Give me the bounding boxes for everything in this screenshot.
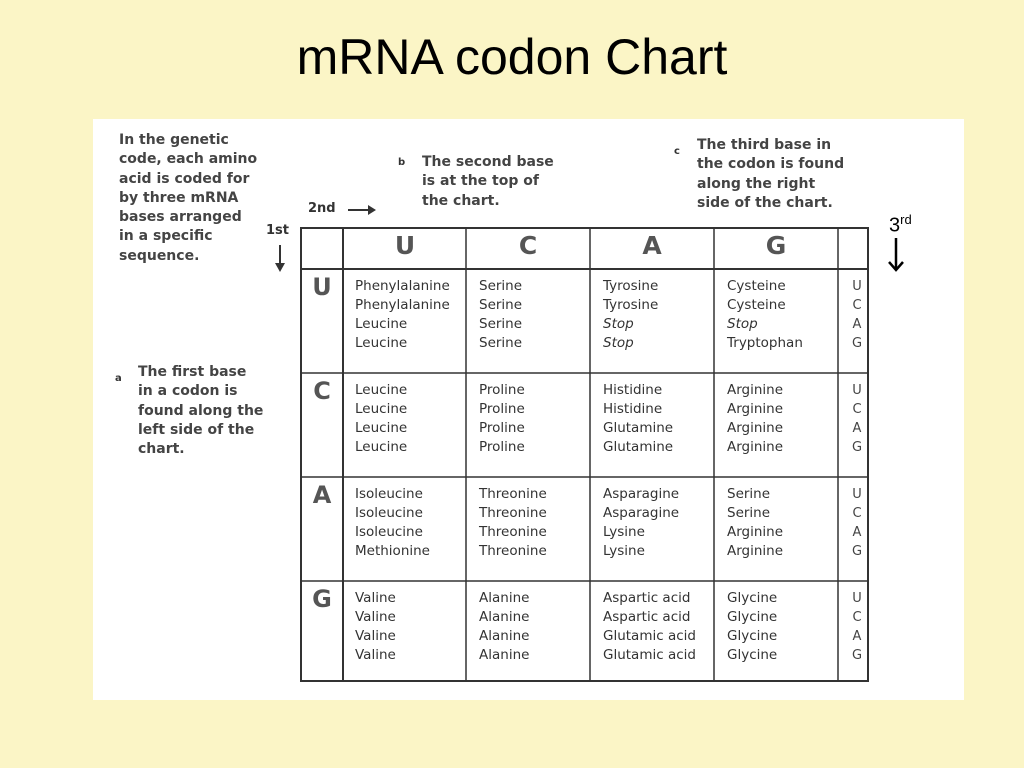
third-base-column-c — [839, 381, 875, 457]
third-base-arrow-icon — [886, 236, 906, 274]
amino-acid: Proline — [479, 420, 525, 436]
amino-acid: Asparagine — [603, 486, 680, 502]
amino-acid: Glycine — [727, 609, 778, 625]
first-base-u: U — [312, 273, 332, 301]
amino-acid: Proline — [479, 439, 525, 455]
codon-chart-figure — [93, 119, 964, 700]
note-c-line: the codon is found — [697, 156, 845, 173]
note-c-line: along the right — [697, 175, 816, 192]
note-a-letter: a — [115, 373, 122, 384]
intro-line: In the genetic — [119, 132, 229, 148]
amino-acid: Glutamic acid — [603, 647, 696, 663]
amino-acid: Arginine — [727, 420, 784, 436]
intro-line: sequence. — [119, 247, 200, 264]
amino-acid: Threonine — [479, 505, 547, 521]
amino-acid: Glycine — [727, 590, 778, 606]
amino-acid: Valine — [355, 628, 396, 644]
second-base-c: C — [518, 231, 538, 260]
codon-cell-ga — [603, 589, 696, 665]
first-base-label: 1st — [266, 223, 289, 238]
first-base-arrow-icon — [273, 244, 287, 274]
second-base-arrow-icon — [347, 203, 377, 217]
codon-cell-cu — [355, 381, 407, 457]
third-base: G — [851, 648, 863, 663]
page-title: mRNA codon Chart — [296, 29, 728, 85]
codon-cell-ac — [479, 485, 547, 561]
first-base-g: G — [312, 585, 332, 613]
codon-cell-cc — [479, 381, 525, 457]
intro-line: by three mRNA — [119, 189, 239, 206]
third-base: C — [852, 506, 862, 521]
codon-cell-aa — [603, 485, 679, 561]
note-b-line: The second base — [422, 154, 554, 170]
amino-acid: Histidine — [603, 401, 663, 417]
codon-grid — [300, 227, 870, 683]
amino-acid: Serine — [479, 278, 523, 294]
codon-cell-ca — [603, 381, 673, 457]
note-a-line: chart. — [138, 441, 185, 458]
amino-acid: Glycine — [727, 647, 778, 663]
codon-cell-cg — [727, 381, 783, 457]
intro-line: acid is coded for — [119, 170, 250, 187]
amino-acid: Glutamine — [603, 420, 674, 436]
amino-acid: Threonine — [479, 486, 547, 502]
amino-acid: Valine — [355, 590, 396, 606]
amino-acid: Isoleucine — [355, 486, 423, 502]
codon-cell-gc — [479, 589, 529, 665]
amino-acid: Methionine — [355, 543, 430, 559]
amino-acid: Tyrosine — [603, 278, 659, 294]
third-base: A — [852, 317, 862, 332]
amino-acid: Phenylalanine — [355, 297, 450, 313]
amino-acid: Valine — [355, 647, 396, 663]
third-base-note — [697, 136, 844, 213]
third-base: U — [852, 591, 862, 606]
amino-acid: Lysine — [603, 524, 645, 540]
amino-acid: Histidine — [603, 382, 663, 398]
codon-cell-ug — [727, 277, 803, 353]
amino-acid: Proline — [479, 401, 525, 417]
note-b-letter: b — [398, 157, 406, 168]
codon-cell-gg — [727, 589, 777, 665]
amino-acid: Stop — [603, 316, 634, 332]
amino-acid: Serine — [727, 486, 771, 502]
amino-acid: Alanine — [479, 609, 530, 625]
third-base: C — [852, 298, 862, 313]
second-base-u: U — [394, 231, 416, 260]
amino-acid: Glycine — [727, 628, 778, 644]
amino-acid: Stop — [603, 335, 634, 351]
intro-line: bases arranged — [119, 209, 242, 226]
amino-acid: Leucine — [355, 335, 408, 351]
amino-acid: Serine — [479, 335, 523, 351]
second-base-g: G — [765, 231, 787, 260]
amino-acid: Lysine — [603, 543, 645, 559]
note-a-line: left side of the — [138, 421, 255, 438]
codon-cell-uc — [479, 277, 522, 353]
amino-acid: Leucine — [355, 382, 408, 398]
third-base: U — [852, 383, 862, 398]
amino-acid: Threonine — [479, 543, 547, 559]
amino-acid: Stop — [727, 316, 758, 332]
amino-acid: Tryptophan — [727, 335, 803, 351]
third-base: U — [852, 279, 862, 294]
note-c-line: The third base in — [697, 137, 832, 153]
codon-cell-gu — [355, 589, 396, 665]
intro-line: code, each amino — [119, 151, 258, 168]
third-base: G — [851, 440, 863, 455]
intro-note — [119, 131, 257, 266]
amino-acid: Proline — [479, 382, 525, 398]
second-base-note — [422, 153, 554, 211]
amino-acid: Asparagine — [603, 505, 680, 521]
third-base: A — [852, 525, 862, 540]
amino-acid: Cysteine — [727, 278, 786, 294]
note-c-line: side of the chart. — [697, 194, 833, 211]
note-b-line: the chart. — [422, 192, 500, 209]
amino-acid: Tyrosine — [603, 297, 659, 313]
amino-acid: Phenylalanine — [355, 278, 450, 294]
amino-acid: Alanine — [479, 590, 530, 606]
codon-cell-ua — [603, 277, 658, 353]
first-base-note — [138, 363, 263, 459]
amino-acid: Cysteine — [727, 297, 786, 313]
note-a-line: found along the — [138, 402, 264, 419]
note-b-line: is at the top of — [422, 173, 539, 190]
intro-line: in a specific — [119, 228, 213, 245]
third-base: G — [851, 336, 863, 351]
third-base: G — [851, 544, 863, 559]
third-base: C — [852, 402, 862, 417]
amino-acid: Glutamine — [603, 439, 674, 455]
third-base-number: 3 — [889, 214, 901, 237]
third-base-column-a — [839, 485, 875, 561]
amino-acid: Isoleucine — [355, 505, 423, 521]
amino-acid: Serine — [479, 297, 523, 313]
amino-acid: Arginine — [727, 439, 784, 455]
amino-acid: Arginine — [727, 382, 784, 398]
amino-acid: Isoleucine — [355, 524, 423, 540]
codon-cell-au — [355, 485, 430, 561]
third-base: C — [852, 610, 862, 625]
second-base-a: A — [642, 231, 662, 260]
third-base-suffix: rd — [900, 212, 912, 227]
codon-cell-uu — [355, 277, 450, 353]
first-base-a: A — [312, 481, 332, 509]
note-c-letter: c — [674, 146, 680, 157]
amino-acid: Leucine — [355, 420, 408, 436]
second-base-label: 2nd — [308, 201, 336, 216]
amino-acid: Valine — [355, 609, 396, 625]
amino-acid: Aspartic acid — [603, 590, 691, 606]
third-base: U — [852, 487, 862, 502]
third-base: A — [852, 421, 862, 436]
third-base-column-u — [839, 277, 875, 353]
amino-acid: Alanine — [479, 628, 530, 644]
first-base-c: C — [313, 377, 331, 405]
codon-cell-ag — [727, 485, 783, 561]
amino-acid: Alanine — [479, 647, 530, 663]
third-base-label — [889, 212, 912, 238]
amino-acid: Arginine — [727, 543, 784, 559]
amino-acid: Serine — [727, 505, 771, 521]
amino-acid: Threonine — [479, 524, 547, 540]
amino-acid: Leucine — [355, 401, 408, 417]
amino-acid: Arginine — [727, 524, 784, 540]
note-a-line: in a codon is — [138, 383, 238, 400]
amino-acid: Arginine — [727, 401, 784, 417]
amino-acid: Glutamic acid — [603, 628, 696, 644]
third-base-column-g — [839, 589, 875, 665]
amino-acid: Leucine — [355, 316, 408, 332]
amino-acid: Aspartic acid — [603, 609, 691, 625]
amino-acid: Leucine — [355, 439, 408, 455]
amino-acid: Serine — [479, 316, 523, 332]
third-base: A — [852, 629, 862, 644]
note-a-line: The first base — [138, 364, 247, 380]
